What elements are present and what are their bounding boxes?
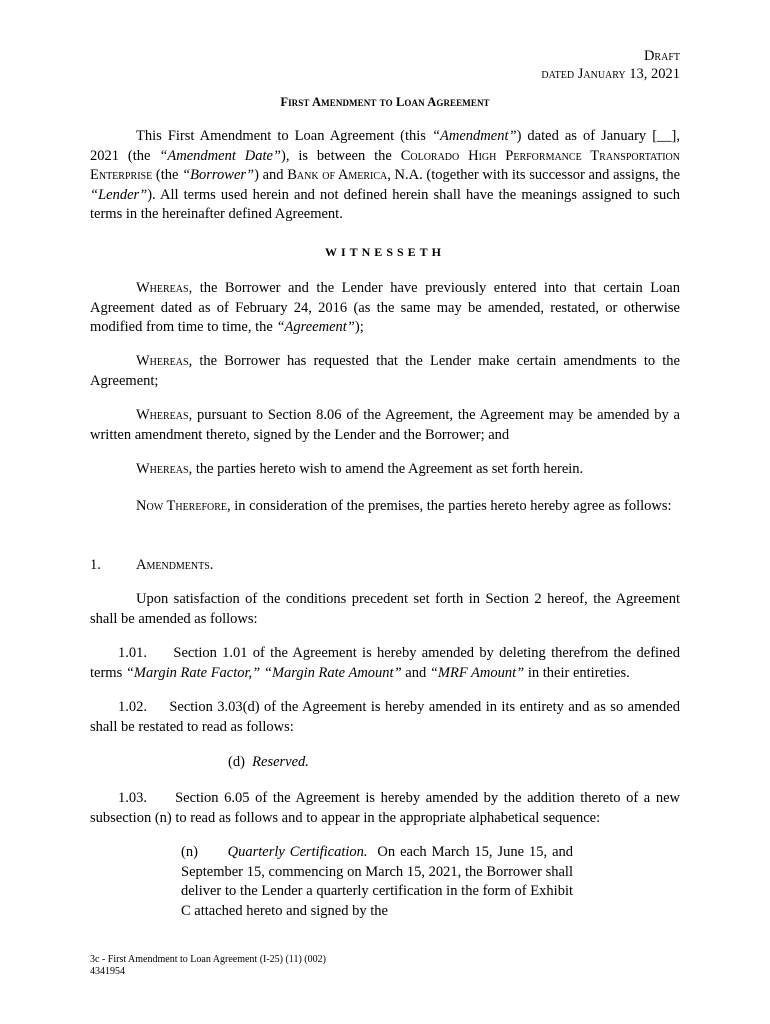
section-text-and: and [401, 664, 430, 681]
term-margin-rate-amount: “Margin Rate Amount” [263, 664, 402, 681]
document-title: First Amendment to Loan Agreement [280, 95, 490, 109]
intro-paragraph [90, 127, 680, 225]
term-mrf-amount: “MRF Amount” [429, 664, 525, 681]
subsection-heading: Quarterly Certification. [227, 844, 368, 860]
whereas-text-end: ); [354, 319, 364, 335]
section-number: 1.02. [118, 699, 147, 715]
intro-text-5: ) and [254, 167, 288, 183]
section-text: Section 3.03(d) of the Agreement is hereby amended in its entirety and as so amended shall be restated to read as follows: [90, 699, 680, 735]
intro-text-2: ) dated as of January [__], 2021 (the [90, 128, 680, 164]
quarterly-certification-subsection [181, 843, 573, 921]
footer-document-name: 3c - First Amendment to Loan Agreement (I-25) (11) (002) [90, 954, 326, 965]
section-text-end: in their entireties. [524, 664, 630, 681]
whereas-lead: Whereas [136, 353, 189, 369]
section-title: Amendments. [136, 557, 214, 573]
section-text: Section 6.05 of the Agreement is hereby amended by the addition thereto of a new subsection (n) to read as follows and to appear in the appropriate alphabetical sequence: [90, 790, 681, 826]
whereas-text: , the Borrower has requested that the Lender make certain amendments to the Agreement; [90, 353, 680, 389]
section-number: 1.01. [118, 645, 147, 661]
section-1-03 [90, 789, 680, 828]
subsection-label: (n) [181, 844, 198, 860]
footer-document-number: 4341954 [90, 966, 125, 977]
whereas-paragraph-3 [90, 406, 680, 445]
now-therefore-paragraph [90, 497, 680, 517]
whereas-text: , pursuant to Section 8.06 of the Agreement, the Agreement may be amended by a written amendment thereto, signed by the Lender and the Borrower; and [90, 407, 680, 443]
term-borrower: “Borrower” [182, 167, 255, 183]
borrower-name: Colorado High Performance Transportation Enterprise [90, 147, 680, 183]
intro-text-6: , N.A. (together with its successor and assigns, the [387, 167, 681, 183]
term-amendment: “Amendment” [431, 128, 517, 144]
section-number: 1. [90, 557, 101, 573]
whereas-lead: Whereas [136, 280, 189, 296]
intro-text-7: ). All terms used herein and not defined herein shall have the meanings assigned to such terms in the hereinafter defined Agreement. [90, 186, 680, 222]
term-margin-rate-factor: “Margin Rate Factor,” [125, 664, 261, 681]
whereas-paragraph-2 [90, 352, 680, 391]
section-1-01 [90, 644, 680, 683]
whereas-text: , the parties hereto wish to amend the Agreement as set forth herein. [188, 461, 584, 477]
reserved-text: Reserved. [252, 754, 309, 770]
reserved-subsection [228, 753, 309, 773]
intro-text-3: ), is between the [280, 147, 401, 164]
page-footer [90, 954, 326, 978]
subsection-text: On each March 15, June 15, and September 15, commencing on March 15, 2021, the Borrower shall deliver to the Lender a quarterly certification in the form of Exhibit C attached hereto and signed by the [181, 844, 574, 919]
lender-name: Bank of America [287, 167, 388, 183]
now-therefore-lead: Now Therefore [136, 498, 228, 514]
whereas-lead: Whereas [136, 407, 189, 423]
term-agreement: “Agreement” [276, 319, 355, 335]
whereas-text: , the Borrower and the Lender have previously entered into that certain Loan Agreement dated as of February 24, 2016 (as the same may be amended, restated, or otherwise modified from time to time, the [90, 280, 680, 335]
witnesseth-heading: WITNESSETH [324, 245, 446, 259]
intro-text-1: This First Amendment to Loan Agreement (this [136, 128, 432, 144]
now-therefore-text: , in consideration of the premises, the parties hereto hereby agree as follows: [227, 498, 672, 514]
term-amendment-date: “Amendment Date” [159, 147, 281, 164]
draft-label: Draft [643, 48, 680, 64]
section-text: Section 1.01 of the Agreement is hereby amended by deleting therefrom the defined terms [90, 645, 680, 681]
whereas-lead: Whereas [136, 461, 189, 477]
intro-text-4: (the [152, 167, 183, 183]
subsection-label: (d) [228, 754, 245, 770]
upon-paragraph: Upon satisfaction of the conditions precedent set forth in Section 2 hereof, the Agreement shall be amended as follows: [90, 591, 680, 627]
term-lender: “Lender” [90, 186, 148, 203]
section-number: 1.03. [118, 790, 147, 806]
whereas-paragraph-1 [90, 279, 680, 338]
section-1-heading [90, 556, 213, 576]
draft-header [541, 47, 680, 83]
whereas-paragraph-4 [90, 460, 680, 480]
draft-date: dated January 13, 2021 [541, 66, 680, 82]
section-1-02 [90, 698, 680, 737]
